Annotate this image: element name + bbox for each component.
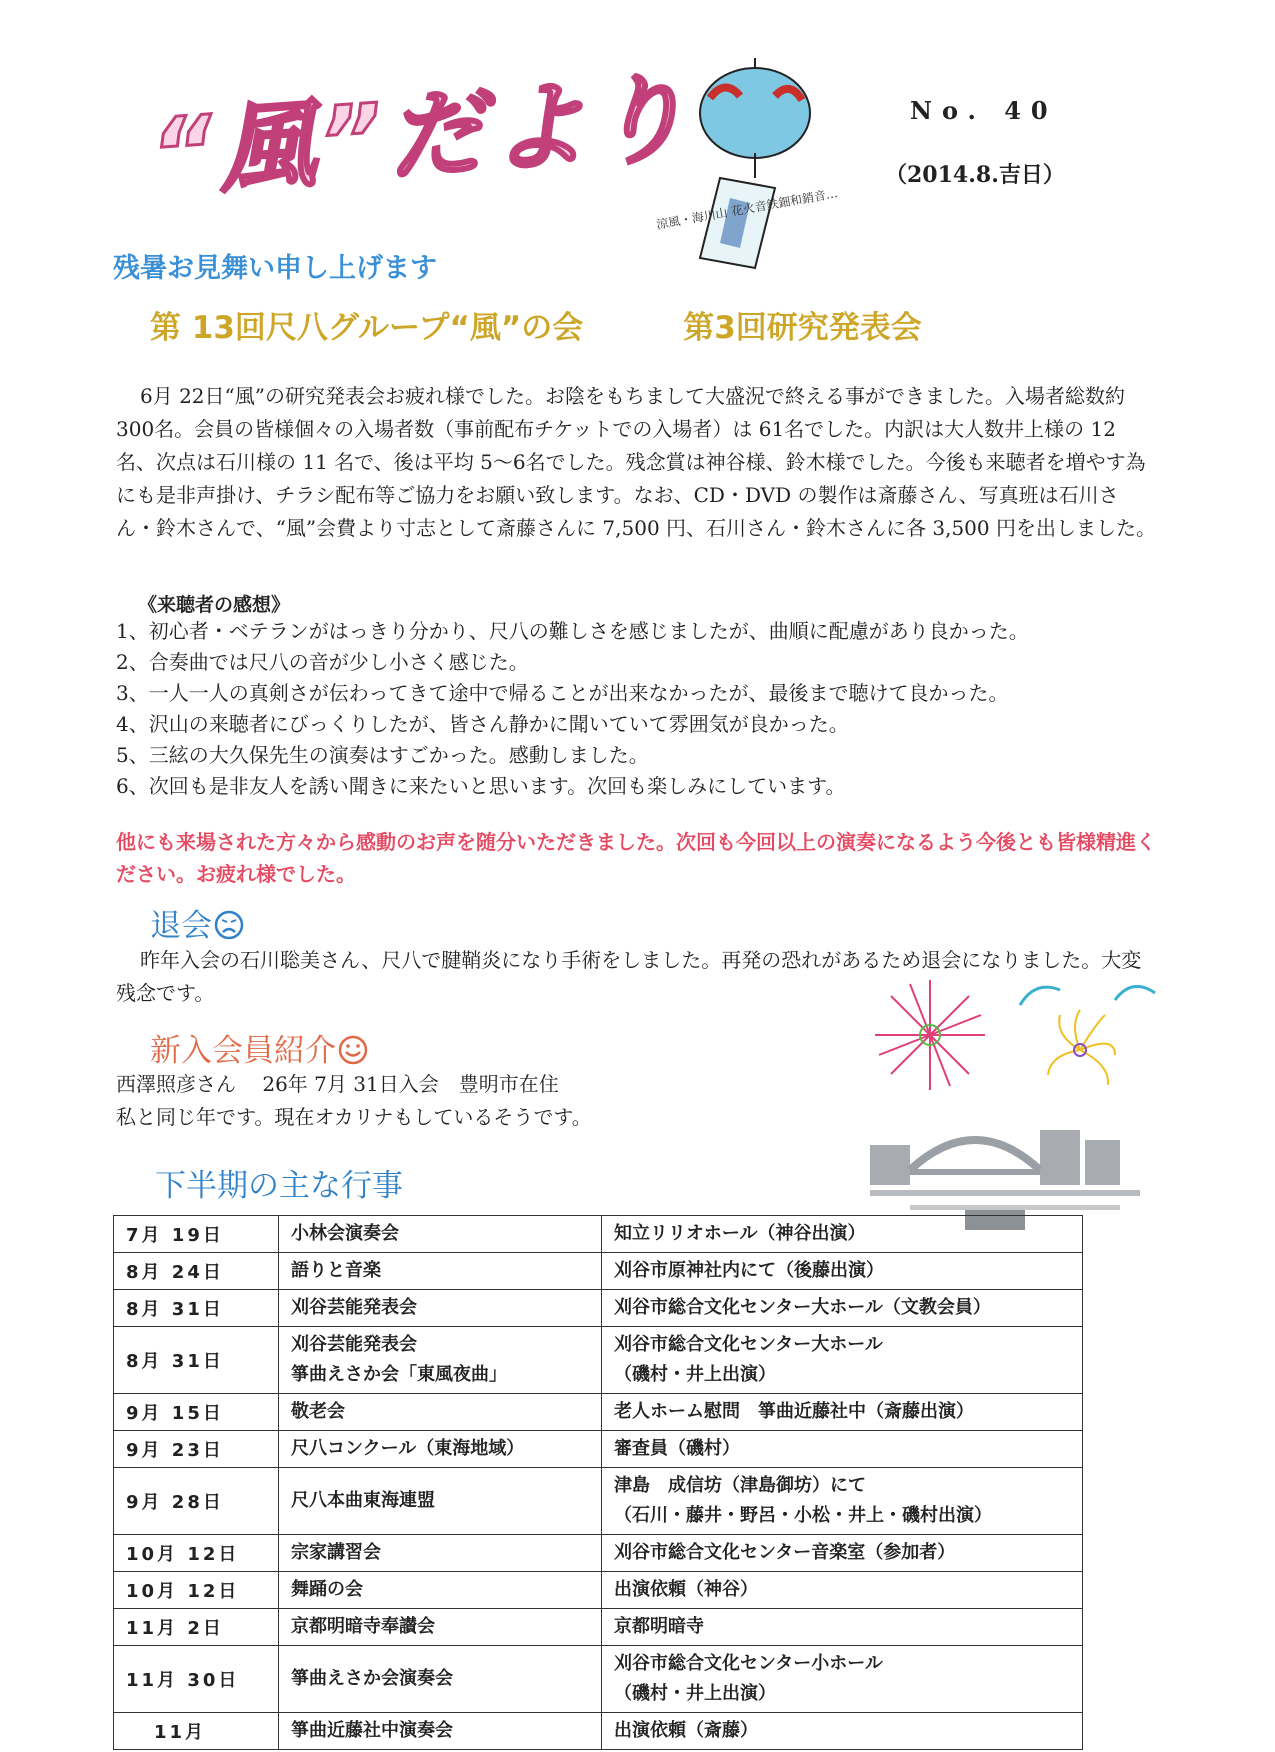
event-venue-line: 出演依頼（斎藤）	[614, 1720, 758, 1741]
withdrawal-text: 昨年入会の石川聡美さん、尺八で腱鞘炎になり手術をしました。再発の恐れがあるため退会になりました。大変残念です。	[116, 948, 1142, 1005]
event-name-line: 京都明暗寺奉讃会	[291, 1616, 435, 1637]
event-name-line: 箏曲近藤社中演奏会	[291, 1720, 453, 1741]
smile-face-icon	[338, 1035, 368, 1065]
impression-item: 5、三絃の大久保先生の演奏はすごかった。感動しました。	[116, 743, 649, 767]
event-venue	[602, 1713, 1083, 1750]
issue-date: （2014.8.吉日）	[885, 162, 1065, 188]
firework-burst-yellow	[1048, 1010, 1115, 1085]
event-venue-line: 知立リリオホール（神谷出演）	[614, 1223, 866, 1244]
event-name-line: 舞踊の会	[291, 1579, 363, 1600]
event-date: 11月 2日	[114, 1609, 279, 1646]
new-member-title: 新入会員紹介	[150, 1033, 336, 1069]
event-name	[279, 1468, 602, 1535]
impression-item: 3、一人一人の真剣さが伝わってきて途中で帰ることが出来なかったが、最後まで聴けて良かった。	[116, 681, 1009, 705]
event-title-left: 第 13回尺八グループ“風”の会	[150, 310, 584, 346]
event-date: 8月 31日	[114, 1290, 279, 1327]
new-member-line2: 私と同じ年です。現在オカリナもしているそうです。	[116, 1105, 592, 1129]
event-name	[279, 1609, 602, 1646]
events-table-row	[114, 1713, 1083, 1750]
firework-burst-pink	[875, 980, 985, 1090]
event-date: 11月 30日	[114, 1646, 279, 1713]
new-member-line1: 西澤照彦さん 26年 7月 31日入会 豊明市在住	[116, 1072, 559, 1096]
event-date: 7月 19日	[114, 1216, 279, 1253]
events-table	[113, 1215, 1083, 1750]
events-table-body	[114, 1216, 1083, 1750]
event-date: 11月	[114, 1713, 279, 1750]
event-venue-line: 刈谷市総合文化センター大ホール	[614, 1334, 883, 1355]
event-venue-line: 京都明暗寺	[614, 1616, 704, 1637]
event-name	[279, 1713, 602, 1750]
event-name-line: 刈谷芸能発表会	[291, 1297, 417, 1318]
event-name-line: 刈谷芸能発表会	[291, 1334, 417, 1355]
events-table-row	[114, 1646, 1083, 1713]
event-name	[279, 1253, 602, 1290]
withdrawal-title: 退会	[150, 908, 212, 944]
impression-item: 1、初心者・ベテランがはっきり分かり、尺八の難しさを感じましたが、曲順に配慮があり良かった。	[116, 619, 1029, 643]
events-table-row	[114, 1253, 1083, 1290]
event-date: 8月 31日	[114, 1327, 279, 1394]
event-date: 10月 12日	[114, 1535, 279, 1572]
event-venue-line: （磯村・井上出演）	[614, 1683, 776, 1704]
event-name-line: 箏曲えさか会「東風夜曲」	[291, 1364, 507, 1385]
new-member-heading	[150, 1025, 368, 1070]
event-name	[279, 1327, 602, 1394]
event-name-line: 語りと音楽	[291, 1260, 381, 1281]
events-table-row	[114, 1468, 1083, 1535]
event-name	[279, 1535, 602, 1572]
impressions-list	[116, 616, 1156, 802]
event-venue	[602, 1535, 1083, 1572]
newsletter-masthead: “風”だより	[147, 61, 698, 211]
impressions-heading: 《来聴者の感想》	[138, 594, 291, 616]
event-venue	[602, 1290, 1083, 1327]
event-venue	[602, 1394, 1083, 1431]
closing-note: 他にも来場された方々から感動のお声を随分いただきました。次回も今回以上の演奏になるよう今後とも皆様精進ください。お疲れ様でした。	[116, 830, 1156, 886]
event-venue-line: 審査員（磯村）	[614, 1438, 740, 1459]
sad-face-icon	[214, 910, 244, 940]
event-date: 10月 12日	[114, 1572, 279, 1609]
summer-greeting: 残暑お見舞い申し上げます	[113, 253, 437, 284]
impression-item: 6、次回も是非友人を誘い聞きに来たいと思います。次回も楽しみにしています。	[116, 774, 846, 798]
event-name	[279, 1431, 602, 1468]
impression-item: 2、合奏曲では尺八の音が少し小さく感じた。	[116, 650, 529, 674]
event-venue-line: （磯村・井上出演）	[614, 1364, 776, 1385]
event-date: 9月 28日	[114, 1468, 279, 1535]
event-title	[150, 302, 922, 347]
event-name	[279, 1290, 602, 1327]
event-name-line: 敬老会	[291, 1401, 345, 1422]
event-name	[279, 1572, 602, 1609]
event-venue	[602, 1609, 1083, 1646]
event-venue-line: 出演依頼（神谷）	[614, 1579, 758, 1600]
event-venue-line: 老人ホーム慰問 箏曲近藤社中（斎藤出演）	[614, 1401, 974, 1422]
event-name	[279, 1394, 602, 1431]
events-table-row	[114, 1572, 1083, 1609]
event-name	[279, 1646, 602, 1713]
event-date: 9月 23日	[114, 1431, 279, 1468]
events-table-row	[114, 1216, 1083, 1253]
event-venue-line: 刈谷市総合文化センター音楽室（参加者）	[614, 1542, 956, 1563]
event-name-line: 小林会演奏会	[291, 1223, 399, 1244]
events-table-row	[114, 1327, 1083, 1394]
event-venue-line: （石川・藤井・野呂・小松・井上・磯村出演）	[614, 1505, 992, 1526]
event-name-line: 尺八本曲東海連盟	[291, 1490, 435, 1511]
event-title-right: 第3回研究発表会	[683, 310, 922, 346]
issue-number: No. 40	[910, 96, 1058, 125]
events-heading: 下半期の主な行事	[155, 1168, 403, 1204]
event-name-line: 宗家講習会	[291, 1542, 381, 1563]
event-venue-line: 津島 成信坊（津島御坊）にて	[614, 1475, 866, 1496]
events-table-row	[114, 1290, 1083, 1327]
event-venue	[602, 1253, 1083, 1290]
firework-trail-cyan	[1020, 987, 1060, 1005]
event-name	[279, 1216, 602, 1253]
event-name-line: 尺八コンクール（東海地域）	[291, 1438, 525, 1459]
event-venue	[602, 1431, 1083, 1468]
event-venue	[602, 1327, 1083, 1394]
firework-trail-cyan	[1115, 986, 1155, 1000]
withdrawal-heading	[150, 900, 244, 945]
report-paragraph: 6月 22日“風”の研究発表会お疲れ様でした。お陰をもちまして大盛況で終える事ができました。入場者総数約 300名。会員の皆様個々の入場者数（事前配布チケットでの入場者）は 61名でした。内訳は大人数井上様の 12 名、次点は石川様の 11 名で、後は平均 5～6名でした。残念賞は神谷様、鈴木様でした。今後も来聴者を増やす為にも是非声掛け、チラシ配布等ご協力をお願い致します。なお、CD・DVD の製作は斎藤さん、写真班は石川さん・鈴木さんで、“風”会費より寸志として斎藤さんに 7,500 円、石川さん・鈴木さんに各 3,500 円を出しました。	[116, 384, 1156, 540]
event-venue	[602, 1216, 1083, 1253]
event-date: 8月 24日	[114, 1253, 279, 1290]
events-table-row	[114, 1431, 1083, 1468]
event-venue	[602, 1468, 1083, 1535]
events-table-row	[114, 1609, 1083, 1646]
wind-chime-icon	[680, 58, 830, 278]
wind-chime-caption: 涼風・海川山 花火音鉄鈿和銷音…	[655, 186, 839, 232]
impression-item: 4、沢山の来聴者にびっくりしたが、皆さん静かに聞いていて雰囲気が良かった。	[116, 712, 849, 736]
event-venue	[602, 1572, 1083, 1609]
events-table-row	[114, 1394, 1083, 1431]
fireworks-illustration	[870, 975, 1170, 1115]
event-venue	[602, 1646, 1083, 1713]
event-venue-line: 刈谷市総合文化センター大ホール（文教会員）	[614, 1297, 991, 1318]
events-table-row	[114, 1535, 1083, 1572]
event-venue-line: 刈谷市総合文化センター小ホール	[614, 1653, 883, 1674]
event-date: 9月 15日	[114, 1394, 279, 1431]
event-venue-line: 刈谷市原神社内にて（後藤出演）	[614, 1260, 884, 1281]
event-name-line: 箏曲えさか会演奏会	[291, 1668, 453, 1689]
